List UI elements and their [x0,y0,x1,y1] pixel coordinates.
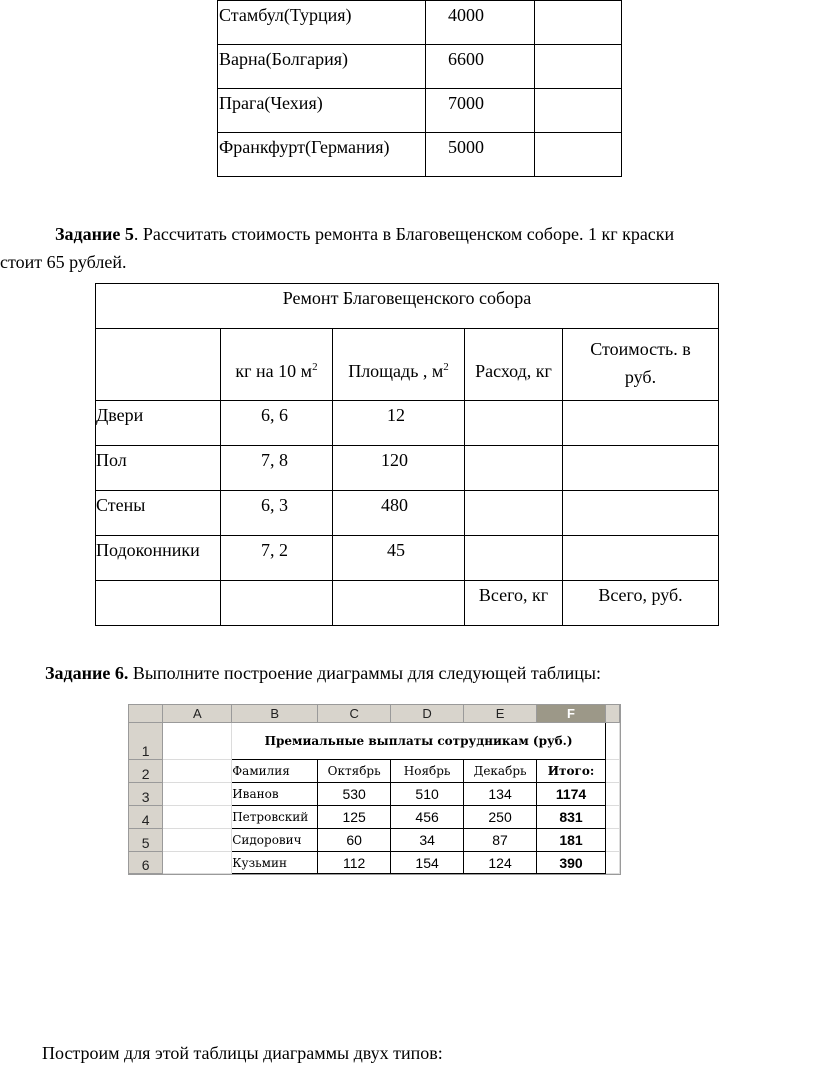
row-header: 6 [129,852,163,874]
sheet-nov: 510 [391,783,464,806]
empty-cell [535,1,622,45]
item-name: Подоконники [96,536,221,581]
value-cell: 6600 [426,45,535,89]
task5-label: Задание 5 [55,224,134,244]
sheet-header-nov: Ноябрь [391,760,464,783]
sheet-cell [605,783,619,806]
task5-line1 [0,220,800,248]
spreadsheet-row [129,783,620,806]
spreadsheet-row [129,829,620,852]
spreadsheet-grid [129,705,620,875]
header-kg-text: кг на 10 м [235,361,313,381]
sheet-cell [163,806,232,829]
sheet-oct: 60 [318,829,391,852]
sheet-cell [605,829,619,852]
sheet-header-name: Фамилия [232,760,318,783]
row-header [129,874,163,876]
total-rub: Всего, руб. [563,581,719,626]
header-area-sup: 2 [443,361,449,373]
item-area: 120 [333,446,465,491]
city-cell: Стамбул(Турция) [218,1,426,45]
item-name: Двери [96,401,221,446]
sheet-cell [605,760,619,783]
sheet-cell [163,874,232,876]
column-header-d: D [391,705,464,723]
column-header-extra [605,705,619,723]
empty-cell [563,536,719,581]
empty-cell [535,45,622,89]
column-header-a: A [163,705,232,723]
column-header-row [129,705,620,723]
sheet-dec: 87 [464,829,537,852]
sheet-name: Кузьмин [232,852,318,874]
city-cell: Франкфурт(Германия) [218,133,426,177]
sheet-name: Иванов [232,783,318,806]
header-empty-cell [96,329,221,401]
sheet-cell [605,852,619,874]
sheet-header-oct: Октябрь [318,760,391,783]
row-header: 3 [129,783,163,806]
sheet-name: Сидорович [232,829,318,852]
task6-paragraph [45,663,601,684]
header-cost-line1: Стоимость. в [590,339,691,359]
table-row [96,536,719,581]
sheet-total: 390 [537,852,606,874]
item-area: 12 [333,401,465,446]
spreadsheet-row [129,806,620,829]
sheet-cell [163,852,232,874]
header-cost-line2: руб. [624,367,657,387]
sheet-dec: 134 [464,783,537,806]
task5-line2: стоит 65 рублей. [0,252,127,272]
item-area: 45 [333,536,465,581]
table-title-row [96,284,719,329]
value-cell: 7000 [426,89,535,133]
empty-cell [535,89,622,133]
sheet-cell [537,874,606,876]
table-row [218,133,622,177]
empty-cell [221,581,333,626]
header-area-text: Площадь , м [348,361,444,381]
sheet-cell [391,874,464,876]
final-line: Построим для этой таблицы диаграммы двух типов: [42,1043,443,1063]
sheet-cell [464,874,537,876]
empty-cell [563,491,719,536]
spreadsheet-row [129,874,620,876]
item-name: Стены [96,491,221,536]
empty-cell [563,401,719,446]
table-row [218,1,622,45]
city-cell: Варна(Болгария) [218,45,426,89]
sheet-dec: 124 [464,852,537,874]
column-header-c: C [318,705,391,723]
sheet-cell [163,829,232,852]
item-kg: 7, 2 [221,536,333,581]
sheet-header-dec: Декабрь [464,760,537,783]
sheet-nov: 456 [391,806,464,829]
sheet-name: Петровский [232,806,318,829]
sheet-cell [318,874,391,876]
header-cost [563,329,719,401]
sheet-dec: 250 [464,806,537,829]
corner-cell [129,705,163,723]
repair-table-title: Ремонт Благовещенского собора [96,284,719,329]
sheet-cell [232,874,318,876]
item-kg: 7, 8 [221,446,333,491]
row-header: 5 [129,829,163,852]
task6-label: Задание 6. [45,663,129,683]
table-header-row [96,329,719,401]
item-kg: 6, 3 [221,491,333,536]
table-row [96,401,719,446]
column-header-e: E [464,705,537,723]
header-kg [221,329,333,401]
repair-table [95,283,719,626]
sheet-cell [605,723,619,760]
table-row [96,446,719,491]
empty-cell [535,133,622,177]
task5-paragraph [0,220,800,276]
city-cell: Прага(Чехия) [218,89,426,133]
row-header: 2 [129,760,163,783]
empty-cell [465,491,563,536]
sheet-total: 181 [537,829,606,852]
sheet-cell [163,783,232,806]
sheet-oct: 530 [318,783,391,806]
sheet-title: Премиальные выплаты сотрудникам (руб.) [232,723,606,760]
spreadsheet-image [128,704,621,875]
spreadsheet-row [129,760,620,783]
row-header: 1 [129,723,163,760]
empty-cell [333,581,465,626]
sheet-oct: 112 [318,852,391,874]
sheet-cell [605,806,619,829]
value-cell: 4000 [426,1,535,45]
empty-cell [563,446,719,491]
row-header: 4 [129,806,163,829]
header-area [333,329,465,401]
table-row [218,45,622,89]
empty-cell [465,446,563,491]
item-name: Пол [96,446,221,491]
sheet-cell [163,723,232,760]
task6-text: Выполните построение диаграммы для следующей таблицы: [128,663,601,683]
table-row [218,89,622,133]
value-cell: 5000 [426,133,535,177]
sheet-header-total: Итого: [537,760,606,783]
column-header-b: B [232,705,318,723]
empty-cell [465,536,563,581]
sheet-nov: 154 [391,852,464,874]
column-header-f: F [537,705,606,723]
sheet-nov: 34 [391,829,464,852]
sheet-cell [605,874,619,876]
table-row [96,491,719,536]
task5-text: . Рассчитать стоимость ремонта в Благовещенском соборе. 1 кг краски [133,224,675,244]
sheet-cell [163,760,232,783]
item-area: 480 [333,491,465,536]
sheet-total: 1174 [537,783,606,806]
table-total-row [96,581,719,626]
header-kg-sup: 2 [312,361,318,373]
sheet-total: 831 [537,806,606,829]
empty-cell [465,401,563,446]
header-consumption: Расход, кг [465,329,563,401]
total-kg: Всего, кг [465,581,563,626]
spreadsheet-row [129,723,620,760]
empty-cell [96,581,221,626]
cities-table [217,0,622,177]
sheet-oct: 125 [318,806,391,829]
item-kg: 6, 6 [221,401,333,446]
spreadsheet-row [129,852,620,874]
